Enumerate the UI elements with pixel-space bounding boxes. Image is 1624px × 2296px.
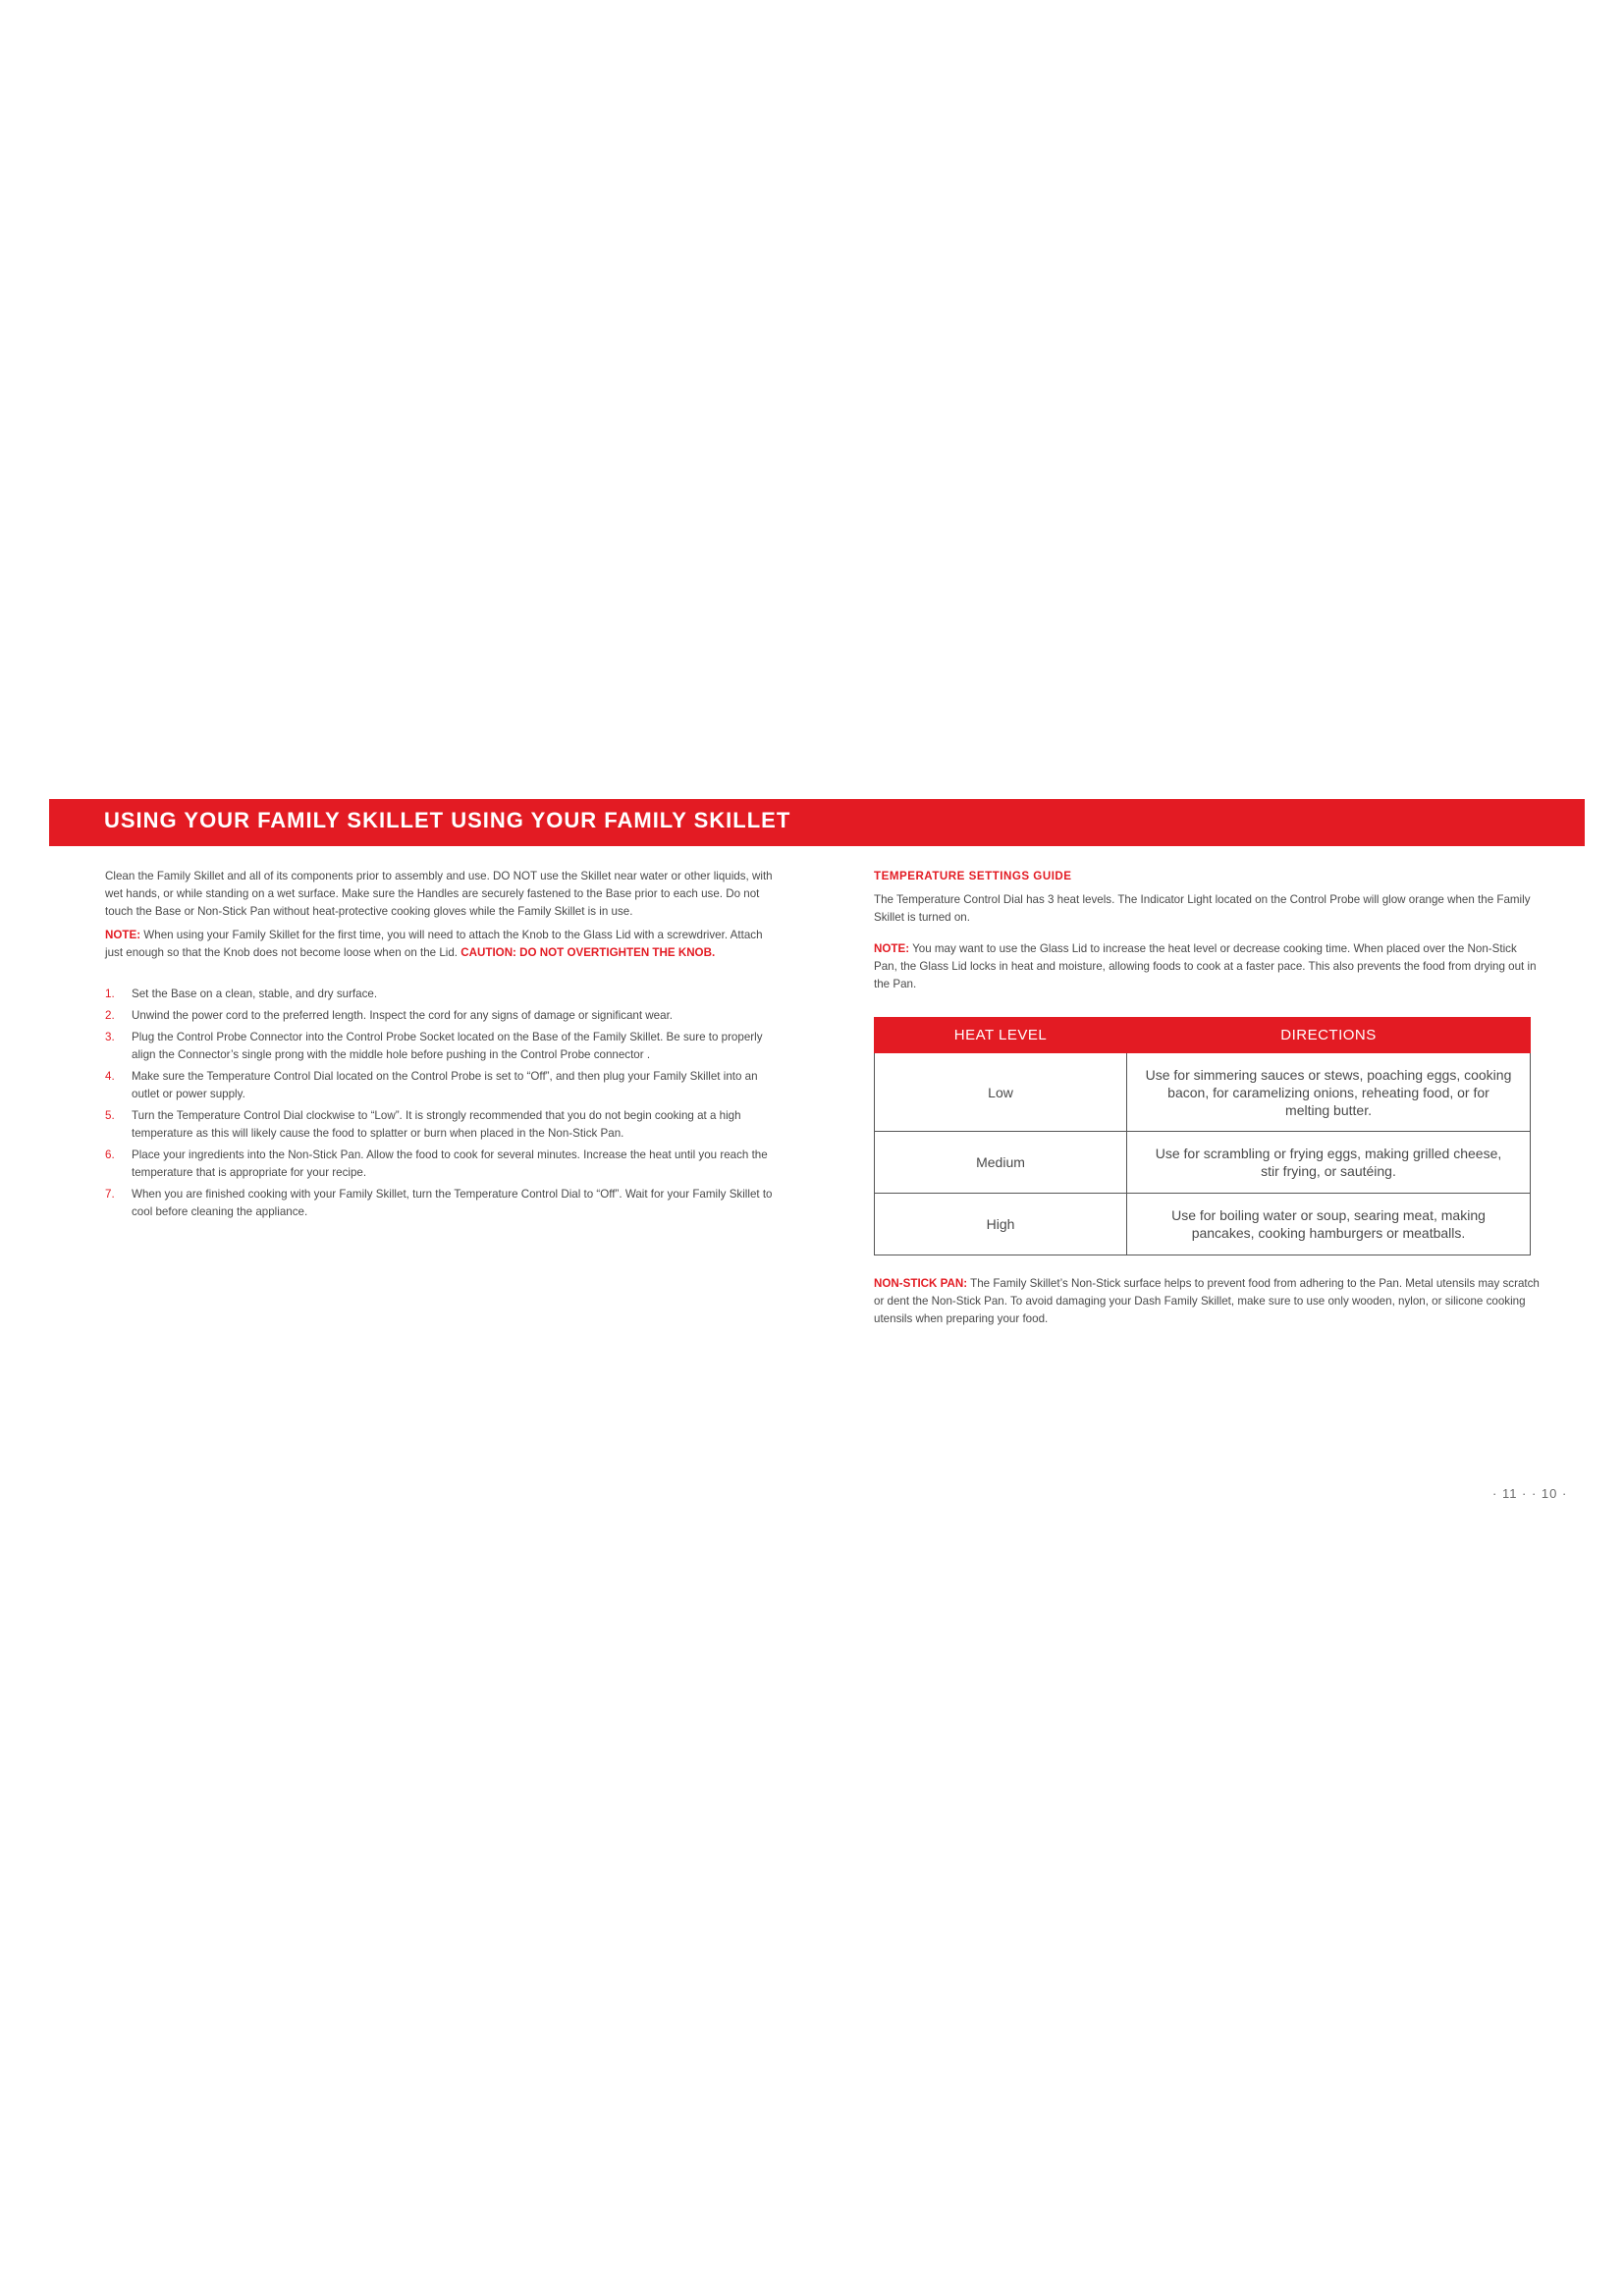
left-column (105, 868, 773, 1225)
table-row (875, 1053, 1531, 1132)
step-text: Plug the Control Probe Connector into the Control Probe Socket located on the Base of the Family Skillet. Be sure to properly align the Connector’s single prong with the middle hole before pushing in the Control Probe connector . (132, 1031, 763, 1061)
directions-header: DIRECTIONS (1127, 1018, 1531, 1053)
step-number: 1. (105, 988, 115, 1000)
section-banner (49, 799, 1585, 846)
step-number: 7. (105, 1188, 115, 1201)
list-item (105, 986, 773, 1003)
table-header-row (875, 1018, 1531, 1053)
nonstick-label: NON-STICK PAN: (874, 1277, 968, 1290)
step-text: When you are finished cooking with your Family Skillet, turn the Temperature Control Dial to “Off”. Wait for your Family Skillet to cool before cleaning the appliance. (132, 1188, 773, 1218)
note-paragraph-right (874, 940, 1542, 993)
list-item (105, 1107, 773, 1143)
directions-cell: Use for simmering sauces or stews, poaching eggs, cooking bacon, for caramelizing onions, reheating food, or for melting butter. (1127, 1053, 1531, 1132)
heat-level-cell: Medium (875, 1132, 1127, 1194)
table-row (875, 1132, 1531, 1194)
intro-paragraph: Clean the Family Skillet and all of its components prior to assembly and use. DO NOT use the Skillet near water or other liquids, with wet hands, or while standing on a wet surface. Make sure the Handles are securely fastened to the Base prior to each use. Do not touch the Base or Non-Stick Pan without heat-protective cooking gloves while the Family Skillet is in use. (105, 870, 773, 918)
steps-list (105, 986, 773, 1221)
heat-level-table (874, 1017, 1531, 1255)
heat-level-cell: High (875, 1194, 1127, 1255)
note-text: When using your Family Skillet for the first time, you will need to attach the Knob to the Glass Lid with a screwdriver. Attach just enough so that the Knob does not become loose when on the Lid. (105, 929, 763, 959)
guide-text: The Temperature Control Dial has 3 heat levels. The Indicator Light located on the Control Probe will glow orange when the Family Skillet is turned on. (874, 893, 1531, 924)
step-text: Set the Base on a clean, stable, and dry surface. (132, 988, 378, 1000)
list-item (105, 1007, 773, 1025)
note-text: You may want to use the Glass Lid to increase the heat level or decrease cooking time. When placed over the Non-Stick Pan, the Glass Lid locks in heat and moisture, allowing foods to cook at a faster pace. This also prevents the food from drying out in the Pan. (874, 942, 1537, 990)
list-item (105, 1186, 773, 1221)
page-numbers: · 11 · · 10 · (1492, 1486, 1568, 1501)
directions-cell: Use for scrambling or frying eggs, making grilled cheese, stir frying, or sautéing. (1127, 1132, 1531, 1194)
step-text: Place your ingredients into the Non-Stick Pan. Allow the food to cook for several minutes. Increase the heat until you reach the temperature that is appropriate for your recipe. (132, 1148, 768, 1179)
guide-title: TEMPERATURE SETTINGS GUIDE (874, 870, 1072, 882)
step-number: 5. (105, 1109, 115, 1122)
step-text: Make sure the Temperature Control Dial located on the Control Probe is set to “Off”, and then plug your Family Skillet into an outlet or power supply. (132, 1070, 758, 1100)
directions-cell: Use for boiling water or soup, searing meat, making pancakes, cooking hamburgers or meatballs. (1127, 1194, 1531, 1255)
right-column (874, 868, 1542, 1328)
table-row (875, 1194, 1531, 1255)
note-paragraph (105, 927, 773, 962)
step-number: 2. (105, 1009, 115, 1022)
section-title: USING YOUR FAMILY SKILLET USING YOUR FAMILY SKILLET (104, 808, 791, 832)
step-text: Turn the Temperature Control Dial clockwise to “Low”. It is strongly recommended that you do not begin cooking at a high temperature as this will likely cause the food to splatter or burn when placed in the Non-Stick Pan. (132, 1109, 741, 1140)
step-number: 3. (105, 1031, 115, 1043)
list-item (105, 1147, 773, 1182)
step-number: 4. (105, 1070, 115, 1083)
caution-text: CAUTION: DO NOT OVERTIGHTEN THE KNOB. (460, 946, 716, 959)
step-number: 6. (105, 1148, 115, 1161)
list-item (105, 1068, 773, 1103)
note-label: NOTE: (874, 942, 910, 955)
heat-level-cell: Low (875, 1053, 1127, 1132)
list-item (105, 1029, 773, 1064)
nonstick-paragraph (874, 1275, 1542, 1328)
nonstick-text: The Family Skillet’s Non-Stick surface helps to prevent food from adhering to the Pan. Metal utensils may scratch or dent the Non-Stick Pan. To avoid damaging your Dash Family Skillet, make sure to use only wooden, nylon, or silicone cooking utensils when preparing your food. (874, 1277, 1540, 1325)
step-text: Unwind the power cord to the preferred length. Inspect the cord for any signs of damage or significant wear. (132, 1009, 674, 1022)
note-label: NOTE: (105, 929, 141, 941)
heat-level-header: HEAT LEVEL (875, 1018, 1127, 1053)
